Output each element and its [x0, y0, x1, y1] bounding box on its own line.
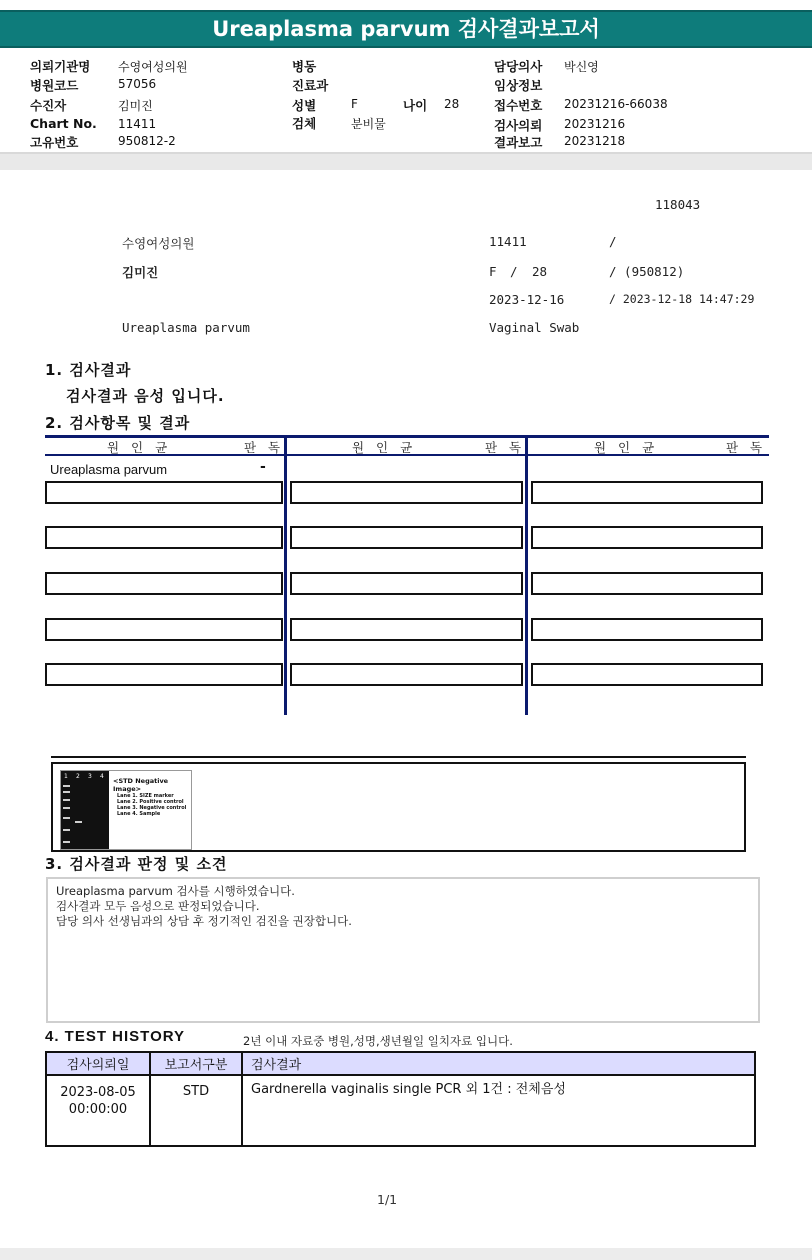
info-label: 검사의뢰: [494, 118, 543, 133]
info-label: Chart No.: [30, 116, 97, 131]
institution-name: 수영여성의원: [122, 236, 195, 251]
gel-band: [63, 817, 70, 819]
gel-lanes: [61, 771, 109, 849]
info-label: 고유번호: [30, 135, 79, 150]
history-header: 검사의뢰일: [46, 1052, 150, 1075]
result-statement: 검사결과 음성 입니다.: [66, 387, 225, 405]
history-date: 2023-08-05: [60, 1085, 136, 1100]
info-label: 의뢰기관명: [30, 59, 91, 74]
info-value: 20231218: [564, 134, 626, 148]
section2-title: 2. 검사항목 및 결과: [45, 414, 191, 432]
report-title: Ureaplasma parvum 검사결과보고서: [212, 17, 600, 41]
history-note: 2년 이내 자료중 병원,성명,생년월일 일치자료 입니다.: [243, 1034, 513, 1048]
header-pathogen: 원 인 균: [352, 440, 417, 455]
info-label: 진료과: [292, 78, 329, 93]
separator-band: [0, 154, 812, 170]
column-divider: [525, 435, 528, 715]
history-time: 00:00:00: [68, 1102, 128, 1117]
empty-cell: [531, 618, 763, 641]
gel-image-frame: [51, 762, 746, 852]
info-label: 검체: [292, 116, 317, 131]
info-value: 20231216-66038: [564, 97, 668, 111]
slash: /: [510, 264, 518, 279]
report-datetime: / 2023-12-18 14:47:29: [609, 292, 755, 306]
table-row: [46, 1075, 755, 1146]
info-value: 11411: [118, 117, 157, 131]
info-value: 28: [444, 97, 460, 111]
header-judgement: 판 독: [485, 440, 526, 455]
info-value: F: [351, 97, 358, 111]
patient-sex: F: [489, 264, 497, 279]
gel-legend: Lane 3. Negative control: [117, 805, 187, 811]
patient-age: 28: [532, 264, 548, 279]
request-date: 2023-12-16: [489, 292, 565, 307]
opinion-line: Ureaplasma parvum 검사를 시행하였습니다.: [56, 884, 295, 898]
history-date-cell: [46, 1075, 150, 1146]
empty-cell: [45, 481, 283, 504]
gel-band: [63, 841, 70, 843]
specimen-type: Vaginal Swab: [489, 320, 580, 335]
info-value: 김미진: [118, 99, 153, 113]
patient-name: 김미진: [122, 265, 159, 280]
footer-band: [0, 1248, 812, 1260]
info-value: 수영여성의원: [118, 60, 188, 74]
gel-image: [60, 770, 192, 850]
gel-band: [75, 821, 82, 823]
gel-band: [63, 785, 70, 787]
gel-title: <STD Negative Image>: [113, 777, 169, 793]
empty-cell: [531, 572, 763, 595]
info-label: 임상정보: [494, 78, 543, 93]
gel-band: [63, 799, 70, 801]
opinion-line: 검사결과 모두 음성으로 판정되었습니다.: [56, 899, 260, 913]
info-label: 성별: [292, 98, 317, 113]
empty-cell: [531, 526, 763, 549]
header-judgement: 판 독: [244, 440, 285, 455]
birth-date: / (950812): [609, 264, 685, 279]
gel-legend: Lane 1. SIZE marker: [117, 793, 174, 799]
empty-cell: [290, 481, 523, 504]
info-label: 병원코드: [30, 78, 79, 93]
gel-band: [63, 791, 70, 793]
empty-cell: [531, 481, 763, 504]
empty-cell: [45, 618, 283, 641]
info-value: 20231216: [564, 117, 626, 131]
slash: /: [609, 234, 617, 249]
info-label: 접수번호: [494, 98, 543, 113]
empty-cell: [290, 526, 523, 549]
info-label: 나이: [403, 98, 428, 113]
info-label: 담당의사: [494, 59, 543, 74]
empty-cell: [45, 526, 283, 549]
empty-cell: [290, 572, 523, 595]
header-pathogen: 원 인 균: [594, 440, 659, 455]
info-label: 수진자: [30, 98, 67, 113]
empty-cell: [290, 663, 523, 686]
lane-number: 2: [76, 773, 80, 780]
section4-title: 4. TEST HISTORY: [45, 1028, 186, 1045]
gel-legend: Lane 2. Positive control: [117, 799, 184, 805]
section3-title: 3. 검사결과 판정 및 소견: [45, 855, 228, 873]
gel-band: [63, 807, 70, 809]
gel-band: [63, 829, 70, 831]
empty-cell: [45, 663, 283, 686]
header-pathogen: 원 인 균: [107, 440, 172, 455]
history-table: [45, 1051, 756, 1147]
info-value: 박신영: [564, 60, 599, 74]
empty-cell: [531, 663, 763, 686]
opinion-line: 담당 의사 선생님과의 상담 후 정기적인 검진을 권장합니다.: [56, 914, 352, 928]
history-header: 검사결과: [242, 1052, 755, 1075]
report-title-bar: [0, 10, 812, 48]
opinion-box: [46, 877, 760, 1023]
header-judgement: 판 독: [726, 440, 767, 455]
history-result: Gardnerella vaginalis single PCR 외 1건 : 전체음성: [242, 1075, 755, 1146]
empty-cell: [290, 618, 523, 641]
pathogen-result: -: [260, 459, 266, 475]
section1-title: 1. 검사결과: [45, 361, 132, 379]
lane-number: 1: [64, 773, 68, 780]
info-label: 병동: [292, 59, 317, 74]
column-divider: [284, 435, 287, 715]
chart-number: 11411: [489, 234, 527, 249]
pathogen-name: Ureaplasma parvum: [50, 462, 168, 477]
history-header: 보고서구분: [150, 1052, 242, 1075]
info-value: 950812-2: [118, 134, 176, 148]
test-name: Ureaplasma parvum: [122, 320, 250, 335]
page-number: 1/1: [377, 1192, 398, 1207]
divider-line: [51, 756, 746, 758]
empty-cell: [45, 572, 283, 595]
lane-number: 3: [88, 773, 92, 780]
info-value: 분비물: [351, 117, 386, 131]
info-value: 57056: [118, 77, 157, 91]
lane-number: 4: [100, 773, 104, 780]
info-label: 결과보고: [494, 135, 543, 150]
gel-legend: Lane 4. Sample: [117, 811, 161, 817]
history-type: STD: [150, 1075, 242, 1146]
report-id: 118043: [655, 197, 701, 212]
